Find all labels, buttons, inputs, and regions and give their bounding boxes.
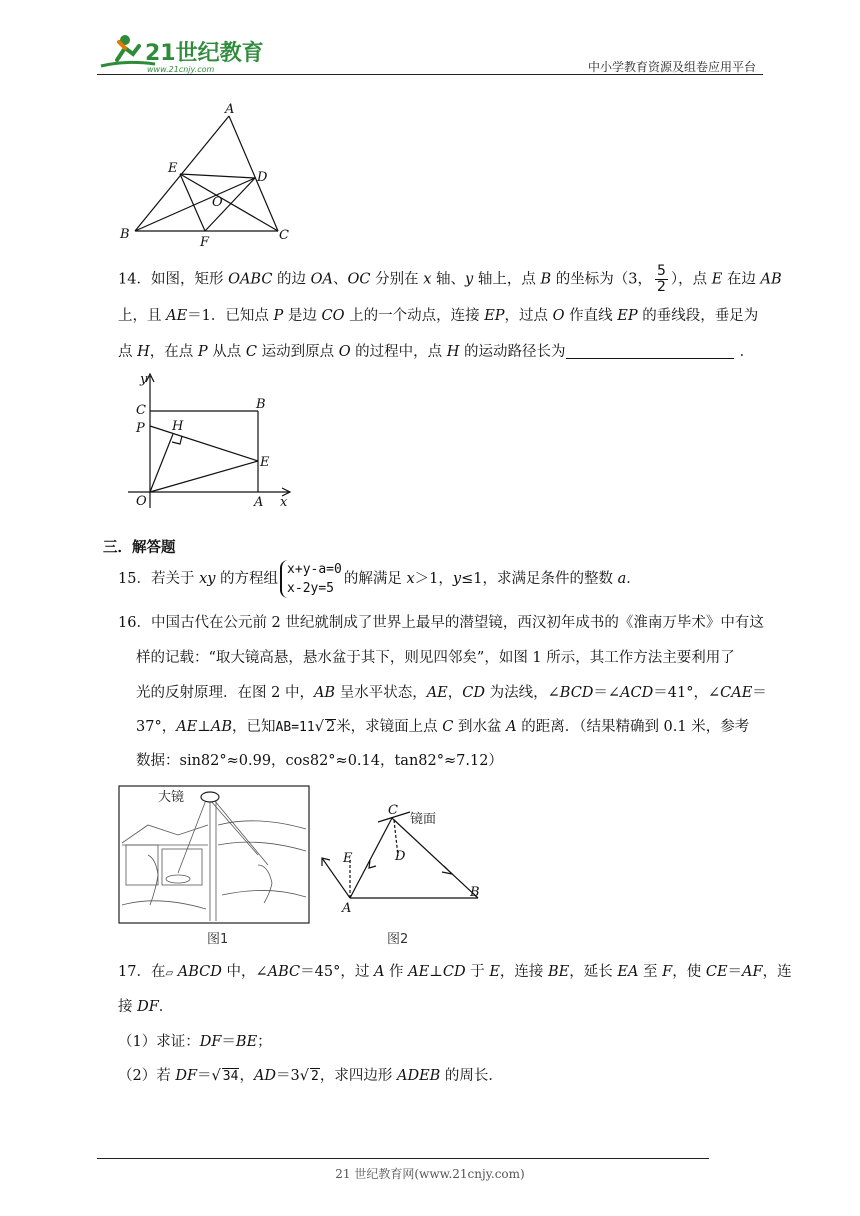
fig2-mirror-label: 镜面 xyxy=(410,812,437,827)
q16-line3: 光的反射原理．在图 2 中，AB 呈水平状态，AE，CD 为法线，∠BCD＝∠ACD＝41°，∠CAE＝ xyxy=(136,685,767,701)
q17-line2: 接 DF． xyxy=(118,999,174,1015)
label-y: y xyxy=(140,372,148,387)
fig2-label-D: D xyxy=(395,849,406,864)
label-P: P xyxy=(136,421,145,436)
q17-sub1: （1）求证：DF＝BE； xyxy=(118,1034,272,1050)
q16-line4: 37°，AE⊥AB，已知AB=11√ 2米，求镜面上点 C 到水盆 A 的距离．（结果精确到 0.1 米，参考 xyxy=(136,719,750,735)
q15: 15．若关于 xy 的方程组 x+y-a=0 x-2y=5 的解满足 x＞1，y≤1，求满足条件的整数 a． xyxy=(118,562,641,596)
logo-text: 21世纪教育 xyxy=(145,41,264,66)
label-D: D xyxy=(257,170,268,185)
q16-line2: 样的记载：“取大镜高悬，悬水盆于其下，则见四邻矣”，如图 1 所示，其工作方法主要利用了 xyxy=(136,650,735,666)
q14-line2: 上，且 AE＝1．已知点 P 是边 CO 上的一个动点，连接 EP，过点 O 作直线 EP 的垂线段，垂足为 xyxy=(118,308,759,324)
fig2-label-B: B xyxy=(470,885,480,900)
label-B: B xyxy=(120,227,130,242)
label-C: C xyxy=(136,403,146,418)
q16-line1: 16．中国古代在公元前 2 世纪就制成了世界上最早的潜望镜，西汉初年成书的《淮南万毕术》中有这 xyxy=(118,615,764,631)
label-A: A xyxy=(225,102,235,117)
periscope-illustration xyxy=(118,785,310,925)
answer-blank[interactable] xyxy=(566,344,734,359)
triangle-figure xyxy=(110,100,300,248)
label-A: A xyxy=(254,495,264,510)
reflection-diagram xyxy=(318,798,498,914)
q17-line1: 17．在▱ ABCD 中，∠ABC＝45°，过 A 作 AE⊥CD 于 E，连接 BE，延长 EA 至 F，使 CE＝AF，连 xyxy=(118,964,792,980)
header-platform-name: 中小学教育资源及组卷应用平台 xyxy=(587,60,756,74)
label-F: F xyxy=(200,235,210,248)
q17-sub2: （2）若 DF＝√ 34，AD＝3√ 2，求四边形 ADEB 的周长． xyxy=(118,1068,503,1084)
header-divider xyxy=(97,74,763,75)
site-logo xyxy=(95,30,265,80)
label-B: B xyxy=(256,397,266,412)
fig2-label-E: E xyxy=(343,851,353,866)
fig2-caption: 图2 xyxy=(387,932,409,947)
label-C: C xyxy=(279,228,289,243)
footer-text: 21 世纪教育网(www.21cnjy.com) xyxy=(335,1167,525,1181)
q14-line3: 点 H，在点 P 从点 C 运动到原点 O 的过程中，点 H 的运动路径长为 ． xyxy=(118,344,755,360)
label-x: x xyxy=(280,495,288,510)
label-E: E xyxy=(168,161,178,176)
fraction-5-2: $\frac{5}{2}$ xyxy=(656,263,666,295)
q14-line1: 14．如图，矩形 OABC 的边 OA、OC 分别在 x 轴、y 轴上，点 B 的坐标为（3， $\frac{5}{2}$ ），点 E 在边 AB xyxy=(118,263,782,295)
q16-line5: 数据：sin82°≈0.99，cos82°≈0.14，tan82°≈7.12） xyxy=(136,753,503,769)
label-O: O xyxy=(212,195,223,210)
logo-url: www.21cnjy.com xyxy=(147,65,215,74)
fig1-mirror-label: 大镜 xyxy=(158,790,185,805)
label-E: E xyxy=(260,455,270,470)
label-H: H xyxy=(172,419,184,434)
footer-divider xyxy=(97,1158,709,1159)
fig2-label-C: C xyxy=(388,803,398,818)
equation-system: x+y-a=0 x-2y=5 xyxy=(280,560,342,598)
rectangle-figure xyxy=(120,368,300,520)
fig1-caption: 图1 xyxy=(207,932,229,947)
section-title: 三．解答题 xyxy=(103,539,176,556)
label-O: O xyxy=(136,494,147,509)
fig2-label-A: A xyxy=(342,901,352,914)
